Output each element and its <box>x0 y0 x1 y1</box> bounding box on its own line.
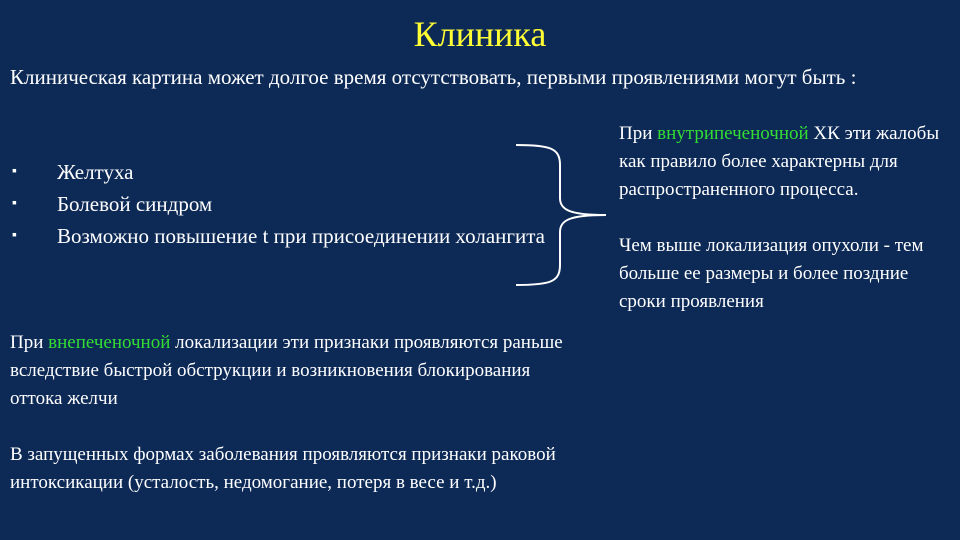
extrahepatic-note <box>10 329 580 497</box>
bullet-marker: ▪ <box>12 228 17 243</box>
bullet-marker: ▪ <box>12 196 17 211</box>
list-item <box>10 220 570 252</box>
list-item-text: Болевой синдром <box>57 192 213 216</box>
slide-title: Клиника <box>413 14 547 54</box>
list-item <box>10 188 570 220</box>
extrahepatic-highlight: внепеченочной <box>48 332 171 353</box>
extrahepatic-paragraph <box>10 329 580 413</box>
list-item <box>10 156 570 188</box>
localization-paragraph: Чем выше локализация опухоли - тем больше ее размеры и более поздние сроки проявления <box>619 235 924 312</box>
advanced-forms-paragraph: В запущенных формах заболевания проявляются признаки раковой интоксикации (усталость, недомогание, потеря в весе и т.д.) <box>10 444 556 493</box>
intro-text: Клиническая картина может долгое время отсутствовать, первыми проявлениями могут быть : <box>10 65 857 89</box>
text-fragment: При <box>619 123 658 144</box>
list-item-text: Желтуха <box>57 160 134 184</box>
intrahepatic-paragraph <box>619 120 954 204</box>
curly-brace-icon <box>510 140 620 290</box>
text-fragment: ХК эти жалобы как правило более характерны для распространенного процесса. <box>619 123 940 200</box>
intrahepatic-note <box>619 120 954 316</box>
bullet-marker: ▪ <box>12 164 17 179</box>
text-fragment: локализации эти признаки проявляются раньше вследствие быстрой обструкции и возникновения блокирования оттока желчи <box>10 332 563 409</box>
list-item-text: Возможно повышение t при присоединении холангита <box>57 224 545 248</box>
symptom-list <box>10 156 570 252</box>
intrahepatic-highlight: внутрипеченочной <box>657 123 809 144</box>
text-fragment: При <box>10 332 49 353</box>
